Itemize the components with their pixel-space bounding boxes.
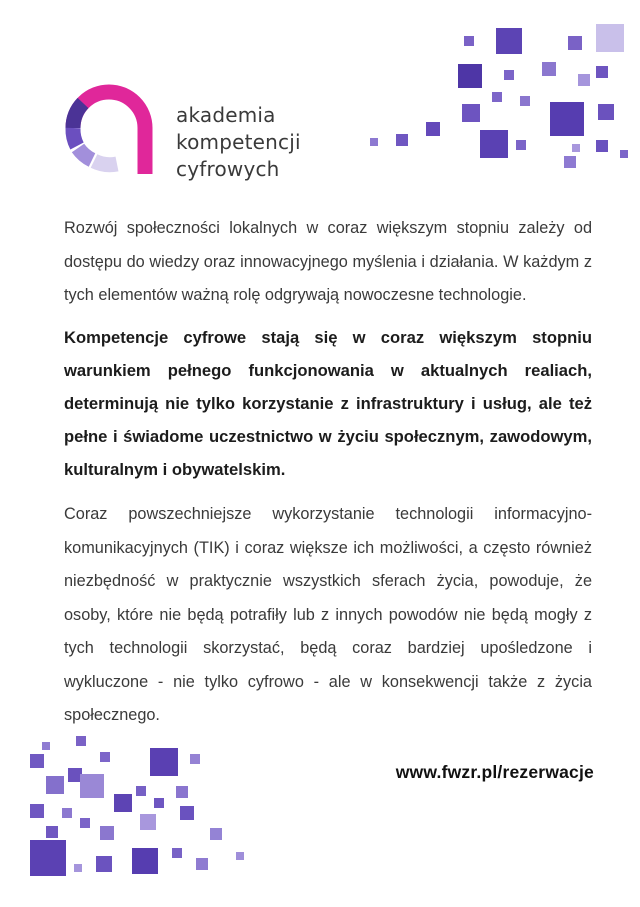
- body-paragraph: Coraz powszechniejsze wykorzystanie technologii informacyjno-komunikacyjnych (TIK) i coraz większe ich możliwości, a często również niezbędność w praktycznie wszystkich sferach życia, powoduje, że osoby, które nie będą potrafiły lub z innych powodów nie będą mogły z tych technologii skorzystać, będą coraz bardziej upośledzone i wykluczone - nie tylko cyfrowo - ale w konsekwencji także z życia społecznego.: [64, 505, 592, 724]
- logo-segment-pale: [94, 161, 117, 165]
- logo-text: [176, 102, 301, 183]
- top-right-squares: [370, 24, 628, 168]
- logo-segment-light: [78, 148, 92, 160]
- logo-mark: [55, 78, 165, 178]
- logo-segment-mid: [73, 128, 77, 146]
- logo-segment-dark: [73, 103, 83, 128]
- intro-paragraph: Rozwój społeczności lokalnych w coraz większym stopniu zależy od dostępu do wiedzy oraz innowacyjnego myślenia i działania. W każdym z tych elementów ważną rolę odgrywają nowoczesne technologie.: [64, 219, 592, 304]
- logo-line-2: kompetencji: [176, 130, 301, 154]
- bottom-left-squares: [30, 736, 244, 876]
- highlight-paragraph: Kompetencje cyfrowe stają się w coraz większym stopniu warunkiem pełnego funkcjonowania w aktualnych realiach, determinują nie tylko korzystanie z infrastruktury i usług, ale też pełne i świadome uczestnictwo w życiu społecznym, zawodowym, kulturalnym i obywatelskim.: [64, 328, 592, 479]
- reservation-url: www.fwzr.pl/rezerwacje: [395, 762, 594, 782]
- logo-line-3: cyfrowych: [176, 157, 280, 181]
- logo-line-1: akademia: [176, 103, 276, 127]
